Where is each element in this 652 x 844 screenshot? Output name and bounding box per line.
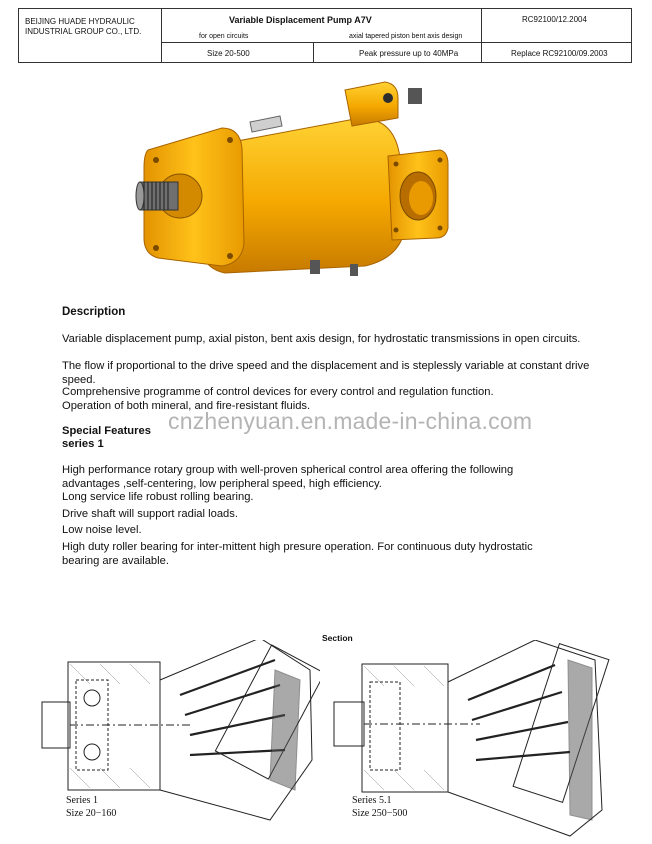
series5-size: Size 250−500	[352, 808, 408, 819]
watermark: cnzhenyuan.en.made-in-china.com	[168, 408, 533, 434]
series1-label: Series 1	[66, 795, 98, 806]
document-code: RC92100/12.2004	[522, 15, 587, 24]
replaces-code: Replace RC92100/09.2003	[511, 49, 608, 58]
description-line: Variable displacement pump, axial piston, bent axis design, for hydrostatic transmissions in open circuits.	[62, 333, 581, 345]
features-series: series 1	[62, 438, 104, 450]
feature-line: Drive shaft will support radial loads.	[62, 508, 238, 520]
pump-photo	[130, 78, 450, 288]
series5-caption	[352, 794, 407, 820]
header-divider	[481, 9, 482, 62]
header-divider	[313, 42, 314, 62]
series1-size: Size 20−160	[66, 808, 117, 819]
description-line: The flow if proportional to the drive speed and the displacement and is steplessly variable at constant drive speed.	[62, 360, 590, 386]
document-title: Variable Displacement Pump A7V	[229, 15, 372, 25]
feature-line: High duty roller bearing for inter-mittent high presure operation. For continuous duty hydrostatic bearing are available.	[62, 541, 533, 567]
series5-label: Series 5.1	[352, 795, 392, 806]
header-divider	[161, 9, 162, 62]
description-line: Comprehensive programme of control devices for every control and regulation function.	[62, 386, 494, 398]
feature-line: High performance rotary group with well-proven spherical control area offering the following advantages ,self-centering, low peripheral speed, high efficiency.	[62, 464, 514, 490]
header-table	[18, 8, 632, 63]
description-line: Operation of both mineral, and fire-resistant fluids.	[62, 400, 311, 412]
series1-caption	[66, 794, 116, 820]
subtitle-design: axial tapered piston bent axis design	[349, 33, 463, 40]
section-label: Section	[322, 633, 353, 643]
features-heading: Special Features	[62, 425, 151, 437]
header-divider	[161, 42, 631, 43]
description-heading: Description	[62, 306, 126, 318]
company-name: BEIJING HUADE HYDRAULIC INDUSTRIAL GROUP CO., LTD.	[25, 17, 142, 36]
size-range: Size 20-500	[207, 49, 250, 58]
feature-line: Low noise level.	[62, 524, 142, 536]
peak-pressure: Peak pressure up to 40MPa	[359, 49, 459, 58]
feature-line: Long service life robust rolling bearing.	[62, 491, 254, 503]
subtitle-circuit: for open circuits	[199, 33, 249, 40]
